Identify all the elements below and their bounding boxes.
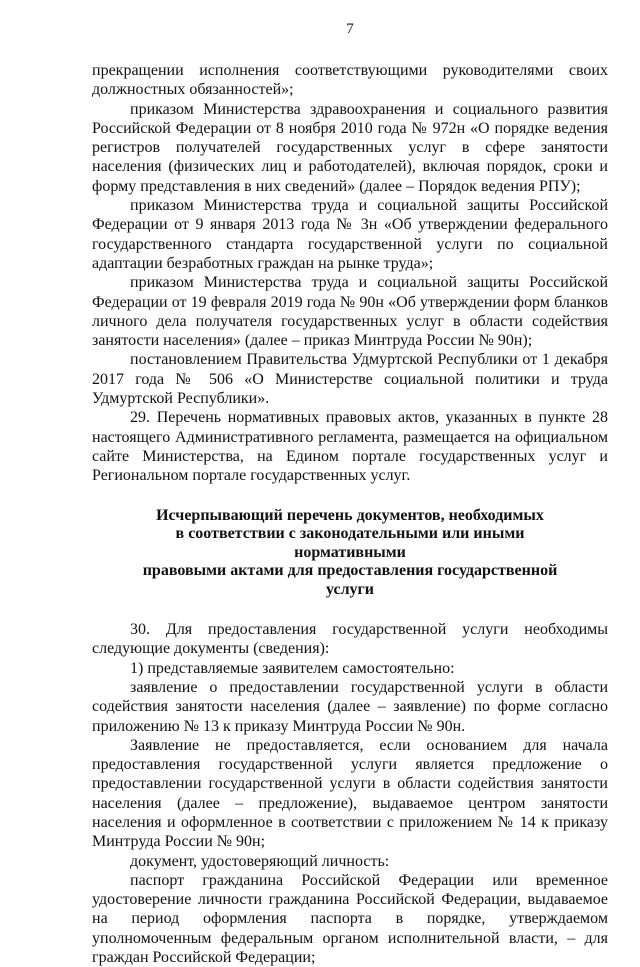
paragraph: постановлением Правительства Удмуртской Республики от 1 декабря 2017 года № 506 «О Министерстве социальной политики и труда Удмуртской Республики».: [92, 351, 608, 408]
paragraph: документ, удостоверяющий личность:: [130, 852, 390, 870]
paragraph: приказом Министерства труда и социальной защиты Российской Федерации от 19 февраля 2019 года № 90н «Об утверждении форм бланков личного дела получателя государственных услуг в области содействия занятости населения» (далее – приказ Минтруда России № 90н);: [92, 274, 608, 350]
paragraph: заявление о предоставлении государственной услуги в области содействия занятости населения (далее – заявление) по форме согласно приложению № 13 к приказу Минтруда России № 90н.: [92, 678, 608, 735]
heading-line: Исчерпывающий перечень документов, необходимых: [156, 506, 544, 524]
heading-line: правовыми актами для предоставления государственной услуги: [142, 562, 558, 598]
paragraph: прекращении исполнения соответствующими руководителями своих должностных обязанностей»;: [92, 62, 608, 99]
legal-acts-list: [92, 61, 608, 486]
paragraph: 29. Перечень нормативных правовых актов, указанных в пункте 28 настоящего Административного регламента, размещается на официальном сайте Министерства, на Едином портале государственных услуг и Региональном портале государственных услуг.: [92, 409, 608, 485]
heading-line: в соответствии с законодательными или иными нормативными: [175, 525, 525, 561]
section-heading: [92, 507, 608, 600]
paragraph: 30. Для предоставления государственной услуги необходимы следующие документы (сведения):: [92, 621, 608, 658]
paragraph: паспорт гражданина Российской Федерации или временное удостоверение личности гражданина Российской Федерации, выдаваемое на период оформления паспорта в порядке, утверждаемом уполномоченным федеральным органом исполнительной власти, – для граждан Российской Федерации;: [92, 871, 608, 967]
paragraph: 1) представляемые заявителем самостоятельно:: [130, 659, 455, 677]
paragraph: Заявление не предоставляется, если основанием для начала предоставления государственной услуги является предложение о предоставлении государственной услуги в области содействия занятости населения (далее – предложение), выдаваемое центром занятости населения и оформленное в соответствии с приложением № 14 к приказу Минтруда России № 90н;: [92, 736, 608, 851]
document-body: [92, 61, 608, 967]
page-number: 7: [346, 21, 354, 37]
paragraph: приказом Министерства труда и социальной защиты Российской Федерации от 9 января 2013 года № 3н «Об утверждении федерального государственного стандарта государственной услуги по социальной адаптации безработных граждан на рынке труда»;: [92, 197, 608, 272]
documents-list: [92, 620, 608, 967]
paragraph: приказом Министерства здравоохранения и социального развития Российской Федерации от 8 ноября 2010 года № 972н «О порядке ведения регистров получателей государственных услуг в сфере занятости населения (физических лиц и работодателей), включая порядок, сроки и форму представления в них сведений» (далее – Порядок ведения РПУ);: [92, 100, 608, 195]
